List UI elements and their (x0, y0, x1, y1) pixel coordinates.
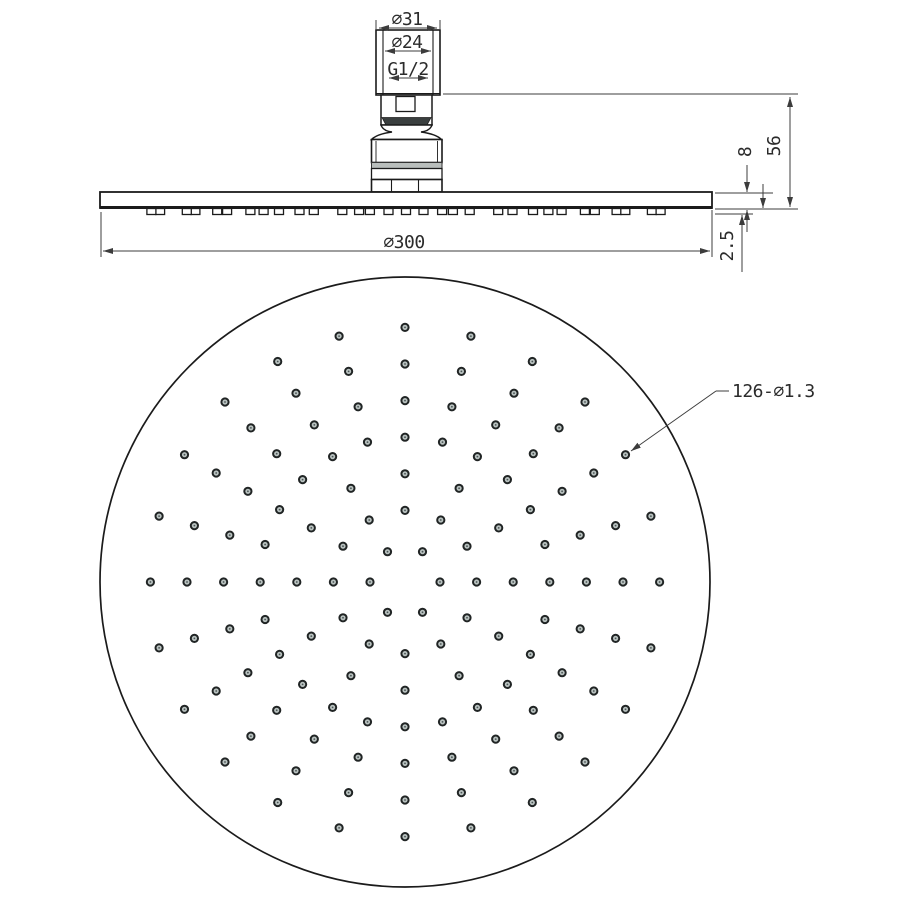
nozzle-square (508, 209, 517, 215)
nozzle-square (275, 209, 284, 215)
nozzle-square (621, 209, 630, 215)
dim-rim-height (715, 147, 773, 232)
nozzle-square (156, 209, 165, 215)
collar-notch (396, 97, 415, 112)
dim-thread-size (387, 59, 428, 80)
face-view (100, 277, 815, 887)
flange-lower-band (372, 169, 443, 180)
flange-body (372, 140, 443, 163)
fitting-height-label: 56 (764, 135, 785, 157)
nozzle-square (647, 209, 656, 215)
spray-holes-label: 126-∅1.3 (732, 381, 815, 402)
nozzle-square (338, 209, 347, 215)
plate-body (100, 192, 712, 208)
collar-shadow-band (382, 118, 431, 126)
swivel-base (372, 180, 443, 193)
nozzle-square (494, 209, 503, 215)
nozzle-square (529, 209, 538, 215)
bell-waist (372, 125, 442, 140)
nozzle-square (448, 209, 457, 215)
side-view (100, 9, 798, 272)
nozzle-height-label: 2.5 (717, 230, 738, 262)
shower-plate-section (100, 192, 712, 215)
nozzle-squares (147, 209, 665, 215)
nozzle-square (419, 209, 428, 215)
nozzle-square (402, 209, 411, 215)
nozzle-square (309, 209, 318, 215)
connector-fitting (372, 30, 443, 192)
flange-gray-band (372, 163, 443, 169)
rim-height-label: 8 (735, 146, 756, 158)
nozzle-square (365, 209, 374, 215)
nozzle-square (191, 209, 200, 215)
nozzle-square (612, 209, 621, 215)
nozzle-square (213, 209, 222, 215)
thread-nominal-label: ∅24 (391, 32, 423, 53)
head-diameter-label: ∅300 (383, 232, 425, 253)
nozzle-square (147, 209, 156, 215)
nozzle-square (580, 209, 589, 215)
nozzle-square (590, 209, 599, 215)
nozzle-square (246, 209, 255, 215)
nozzle-square (438, 209, 447, 215)
thread-outer-label: ∅31 (391, 9, 423, 30)
nozzle-square (182, 209, 191, 215)
nozzle-square (465, 209, 474, 215)
nozzle-square (557, 209, 566, 215)
nozzle-square (656, 209, 665, 215)
nozzle-square (384, 209, 393, 215)
thread-size-label: G1/2 (387, 59, 429, 80)
nozzle-square (355, 209, 364, 215)
nozzle-square (295, 209, 304, 215)
nozzle-square (223, 209, 232, 215)
nozzle-square (544, 209, 553, 215)
dim-nozzle-height (715, 184, 763, 272)
dim-head-diameter (101, 210, 712, 257)
nozzle-square (259, 209, 268, 215)
dim-thread-outer (376, 9, 440, 30)
